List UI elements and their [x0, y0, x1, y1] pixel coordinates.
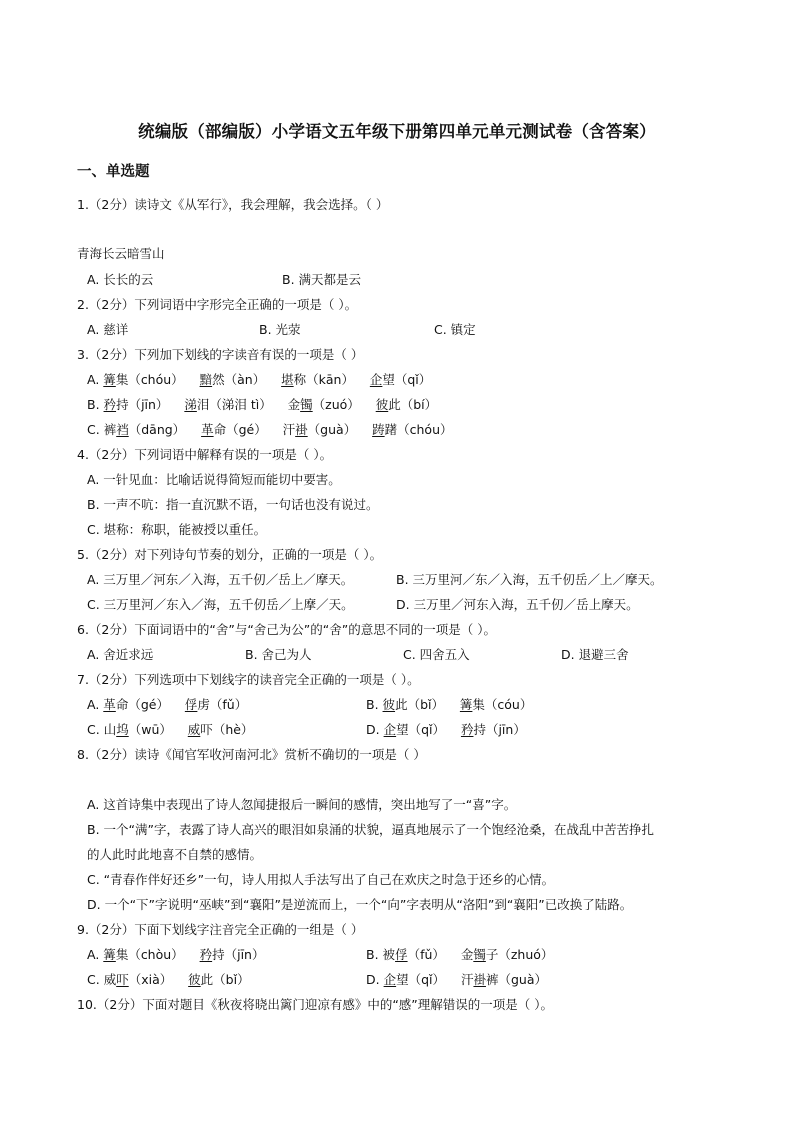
- q8-option-c[interactable]: C. “青春作伴好还乡”一句，诗人用拟人手法写出了自己在欢庆之时急于还乡的心情。: [87, 872, 555, 887]
- q8-option-d[interactable]: D. 一个“下”字说明“巫峡”到“襄阳”是逆流而上，一个“向”字表明从“洛阳”到“襄阳”已改换了陆路。: [87, 897, 633, 912]
- question-10-stem: 10.（2分）下面对题目《秋夜将晓出篱门迎凉有感》中的“感”理解错误的一项是（ ）。: [77, 997, 554, 1012]
- q5-option-b[interactable]: B. 三万里河／东／入海，五千仞岳／上／摩天。: [396, 572, 663, 587]
- q7-option-d[interactable]: D. 企望（qǐ） 矜持（jīn）: [366, 722, 526, 737]
- q7-option-b[interactable]: B. 彼此（bǐ） 篝集（cóu）: [366, 697, 533, 712]
- question-8-stem: 8.（2分）读诗《闻官军收河南河北》赏析不确切的一项是（ ）: [77, 747, 426, 762]
- q2-option-b[interactable]: B. 光荥: [259, 322, 301, 337]
- q8-option-a[interactable]: A. 这首诗集中表现出了诗人忽闻捷报后一瞬间的感情，突出地写了一“喜”字。: [87, 797, 517, 812]
- q8-option-b[interactable]: B. 一个“满”字，表露了诗人高兴的眼泪如泉涌的状貌，逼真地展示了一个饱经沧桑，在战乱中苦苦挣扎: [87, 822, 654, 837]
- question-7-stem: 7.（2分）下列选项中下划线字的读音完全正确的一项是（ ）。: [77, 672, 420, 687]
- question-1-poem: 青海长云暗雪山: [77, 246, 165, 261]
- q8-option-b-continued: 的人此时此地喜不自禁的感情。: [87, 847, 263, 862]
- q6-option-c[interactable]: C. 四舍五入: [403, 647, 470, 662]
- q7-option-a[interactable]: A. 革命（gé） 俘虏（fǔ）: [87, 697, 248, 712]
- q5-option-d[interactable]: D. 三万里／河东入海，五千仞／岳上摩天。: [396, 597, 639, 612]
- question-6-stem: 6.（2分）下面词语中的“舍”与“舍己为公”的“舍”的意思不同的一项是（ ）。: [77, 622, 496, 637]
- q1-option-a[interactable]: A. 长长的云: [87, 272, 154, 287]
- q3-option-a[interactable]: A. 篝集（chóu） 黯然（àn） 堪称（kān） 企望（qǐ）: [87, 372, 432, 387]
- q4-option-c[interactable]: C. 堪称：称职，能被授以重任。: [87, 522, 267, 537]
- question-3-stem: 3.（2分）下列加下划线的字读音有误的一项是（ ）: [77, 347, 364, 362]
- q3-option-b[interactable]: B. 矜持（jīn） 涕泪（涕泪 tì） 金镯（zuó） 彼此（bí）: [87, 397, 438, 412]
- q1-option-b[interactable]: B. 满天都是云: [282, 272, 362, 287]
- question-5-stem: 5.（2分）对下列诗句节奏的划分，正确的一项是（ ）。: [77, 547, 383, 562]
- q9-option-b[interactable]: B. 被俘（fǔ） 金镯子（zhuó）: [366, 947, 554, 962]
- q2-option-a[interactable]: A. 慈详: [87, 322, 129, 337]
- question-2-stem: 2.（2分）下列词语中字形完全正确的一项是（ ）。: [77, 297, 358, 312]
- q9-option-c[interactable]: C. 威吓（xià） 彼此（bǐ）: [87, 972, 250, 987]
- section-heading: 一、单选题: [77, 164, 150, 180]
- q6-option-b[interactable]: B. 舍己为人: [245, 647, 312, 662]
- q7-option-c[interactable]: C. 山坞（wū） 威吓（hè）: [87, 722, 254, 737]
- question-1-stem: 1.（2分）读诗文《从军行》，我会理解，我会选择。（ ）: [77, 197, 389, 212]
- q9-option-d[interactable]: D. 企望（qǐ） 汗褂裤（guà）: [366, 972, 547, 987]
- q9-option-a[interactable]: A. 篝集（chòu） 矜持（jīn）: [87, 947, 265, 962]
- q6-option-d[interactable]: D. 退避三舍: [561, 647, 629, 662]
- question-4-stem: 4.（2分）下列词语中解释有误的一项是（ ）。: [77, 447, 333, 462]
- q4-option-a[interactable]: A. 一针见血：比喻话说得简短而能切中要害。: [87, 472, 341, 487]
- document-title: 统编版（部编版）小学语文五年级下册第四单元单元测试卷（含答案）: [138, 122, 656, 141]
- q3-option-c[interactable]: C. 裤裆（dāng） 革命（gé） 汗褂（guà） 踌躇（chóu）: [87, 422, 453, 437]
- question-9-stem: 9.（2分）下面下划线字注音完全正确的一组是（ ）: [77, 922, 364, 937]
- q4-option-b[interactable]: B. 一声不吭：指一直沉默不语，一句话也没有说过。: [87, 497, 379, 512]
- q5-option-a[interactable]: A. 三万里／河东／入海，五千仞／岳上／摩天。: [87, 572, 354, 587]
- q5-option-c[interactable]: C. 三万里河／东入／海，五千仞岳／上摩／天。: [87, 597, 354, 612]
- q6-option-a[interactable]: A. 舍近求远: [87, 647, 154, 662]
- q2-option-c[interactable]: C. 镇定: [434, 322, 476, 337]
